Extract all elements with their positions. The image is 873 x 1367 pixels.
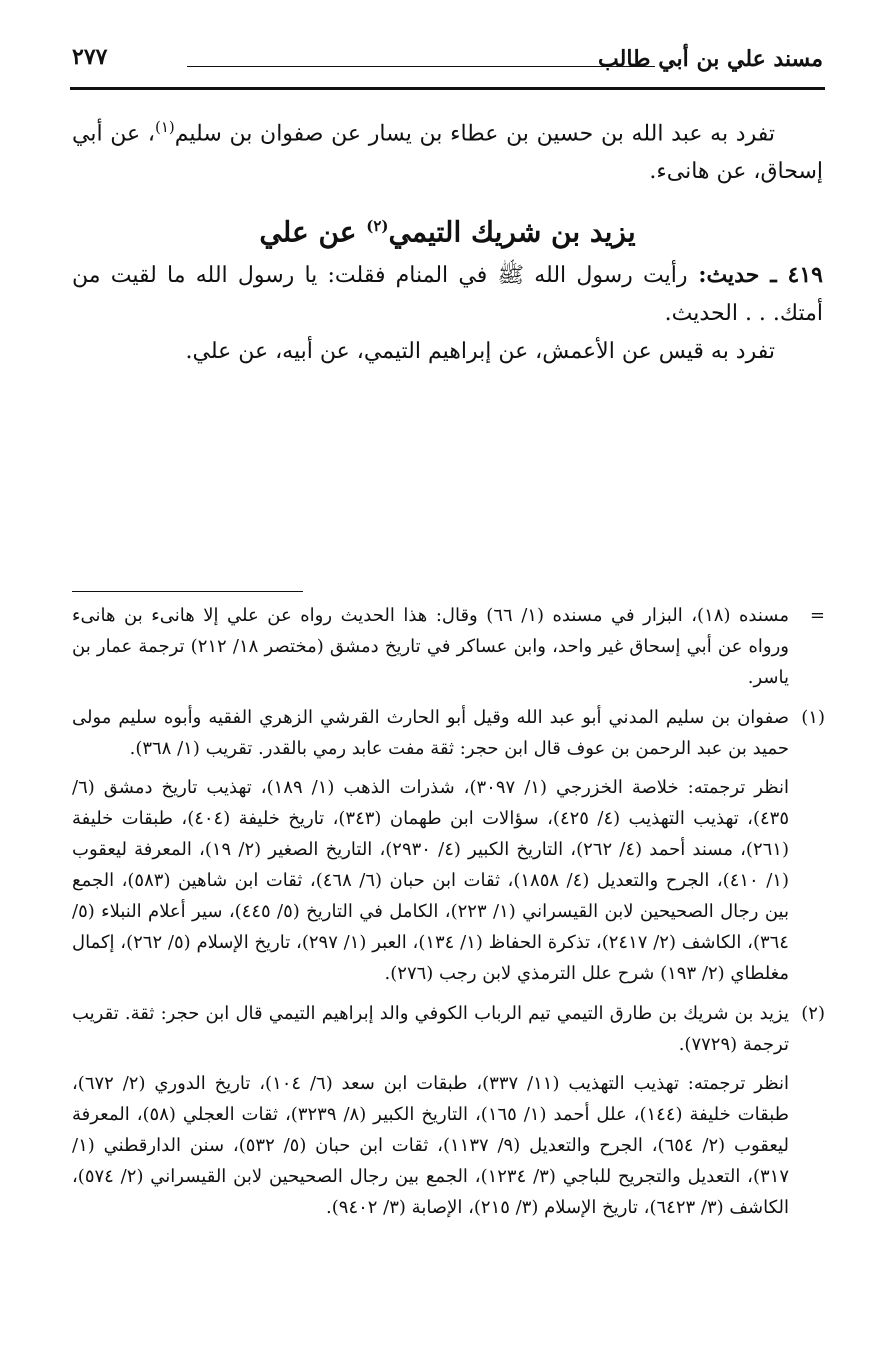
header-title: مسند علي بن أبي طالب	[598, 46, 823, 72]
footnote-ref-2: (٢)	[366, 217, 389, 236]
footnote-1	[72, 702, 825, 989]
footnote-2-refs: انظر ترجمته: تهذيب التهذيب (١١/ ٣٣٧)، طبقات ابن سعد (٦/ ١٠٤)، تاريخ الدوري (٢/ ٦٧٢)، طبقات خليفة (١٤٤)، علل أحمد (١/ ١٦٥)، التاريخ الكبير (٨/ ٣٢٣٩)، ثقات العجلي (٥٨)، المعرفة ليعقوب (٢/ ٦٥٤)، الجرح والتعديل (٩/ ١١٣٧)، ثقات ابن حبان (٥/ ٥٣٢)، سنن الدارقطني (١/ ٣١٧)، التعديل والتجريح للباجي (٣/ ١٢٣٤)، الجمع بين رجال الصحيحين لابن القيسراني (٢/ ٥٧٤)، الكاشف (٣/ ٦٤٢٣)، تاريخ الإسلام (٣/ ٢١٥)، الإصابة (٣/ ٩٤٠٢).	[72, 1073, 789, 1218]
hadith-number: ٤١٩ ـ حديث:	[687, 261, 823, 288]
header-rule	[187, 66, 655, 67]
footnote-continuation-text: مسنده (١٨)، البزار في مسنده (١/ ٦٦) وقال: هذا الحديث رواه عن علي إلا هانىء بن هانىء ورواه عن أبي إسحاق غير واحد، وابن عساكر في تاريخ دمشق (مختصر ١٨/ ٢١٢) ترجمة عمار بن ياسر.	[72, 605, 790, 688]
footnote-1-mark: (١)	[801, 707, 825, 728]
hadith-text: رأيت رسول الله ﷺ في المنام فقلت: يا رسول الله ما لقيت من أمتك. . . الحديث.	[72, 262, 823, 326]
header-divider	[70, 87, 825, 90]
footnote-2-text: يزيد بن شريك بن طارق التيمي تيم الرباب الكوفي والد إبراهيم التيمي قال ابن حجر: ثقة. تقريب ترجمة (٧٧٢٩).	[72, 1003, 789, 1055]
footnote-2	[72, 998, 825, 1223]
heading-text: يزيد بن شريك التيمي	[388, 215, 636, 249]
page-number: ٢٧٧	[72, 44, 108, 70]
footnote-1-refs: انظر ترجمته: خلاصة الخزرجي (١/ ٣٠٩٧)، شذرات الذهب (١/ ١٨٩)، تهذيب تاريخ دمشق (٦/ ٤٣٥)، تهذيب التهذيب (٤/ ٤٢٥)، سؤالات ابن طهمان (٣٤٣)، تاريخ خليفة (٤٠٤)، طبقات خليفة (٢٦١)، مسند أحمد (٤/ ٢٦٢)، التاريخ الكبير (٤/ ٢٩٣٠)، التاريخ الصغير (٢/ ١٩)، المعرفة ليعقوب (١/ ٤١٠)، الجرح والتعديل (٤/ ١٨٥٨)، ثقات ابن حبان (٦/ ٤٦٨)، ثقات ابن شاهين (٥٨٣)، الجمع بين رجال الصحيحين لابن القيسراني (١/ ٢٢٣)، الكامل في التاريخ (٥/ ٤٤٥)، سير أعلام النبلاء (٥/ ٣٦٤)، الكاشف (٢/ ٢٤١٧)، تذكرة الحفاظ (١/ ١٣٤)، العبر (١/ ٢٩٧)، تاريخ الإسلام (٥/ ٢٦٢)، إكمال مغلطاي (٢/ ١٩٣) شرح علل الترمذي لابن رجب (٢٧٦).	[72, 777, 790, 984]
heading-end: عن علي	[259, 215, 367, 249]
footnotes	[72, 600, 825, 1232]
paragraph-1-text: تفرد به عبد الله بن حسين بن عطاء بن يسار عن صفوان بن سليم	[174, 121, 775, 147]
hadith-paragraph	[72, 256, 823, 333]
footnote-ref-1: (١)	[154, 118, 175, 136]
footnote-1-text: صفوان بن سليم المدني أبو عبد الله وقيل أبو الحارث القرشي الزهري الفقيه وأبوه سليم مولى حميد بن عبد الرحمن بن عوف قال ابن حجر: ثقة مفت عابد رمي بالقدر. تقريب (١/ ٣٦٨).	[72, 707, 789, 759]
footnote-continuation-mark: =	[809, 605, 825, 626]
footnote-separator	[72, 591, 303, 592]
footnote-continuation	[72, 600, 825, 693]
footnote-2-mark: (٢)	[801, 1003, 825, 1024]
paragraph-1	[72, 108, 823, 191]
main-text	[72, 108, 823, 371]
paragraph-1-end: ، عن أبي إسحاق، عن هانىء.	[72, 121, 823, 185]
paragraph-3: تفرد به قيس عن الأعمش، عن إبراهيم التيمي، عن أبيه، عن علي.	[185, 338, 775, 364]
section-heading	[72, 207, 823, 251]
running-header	[72, 40, 823, 80]
